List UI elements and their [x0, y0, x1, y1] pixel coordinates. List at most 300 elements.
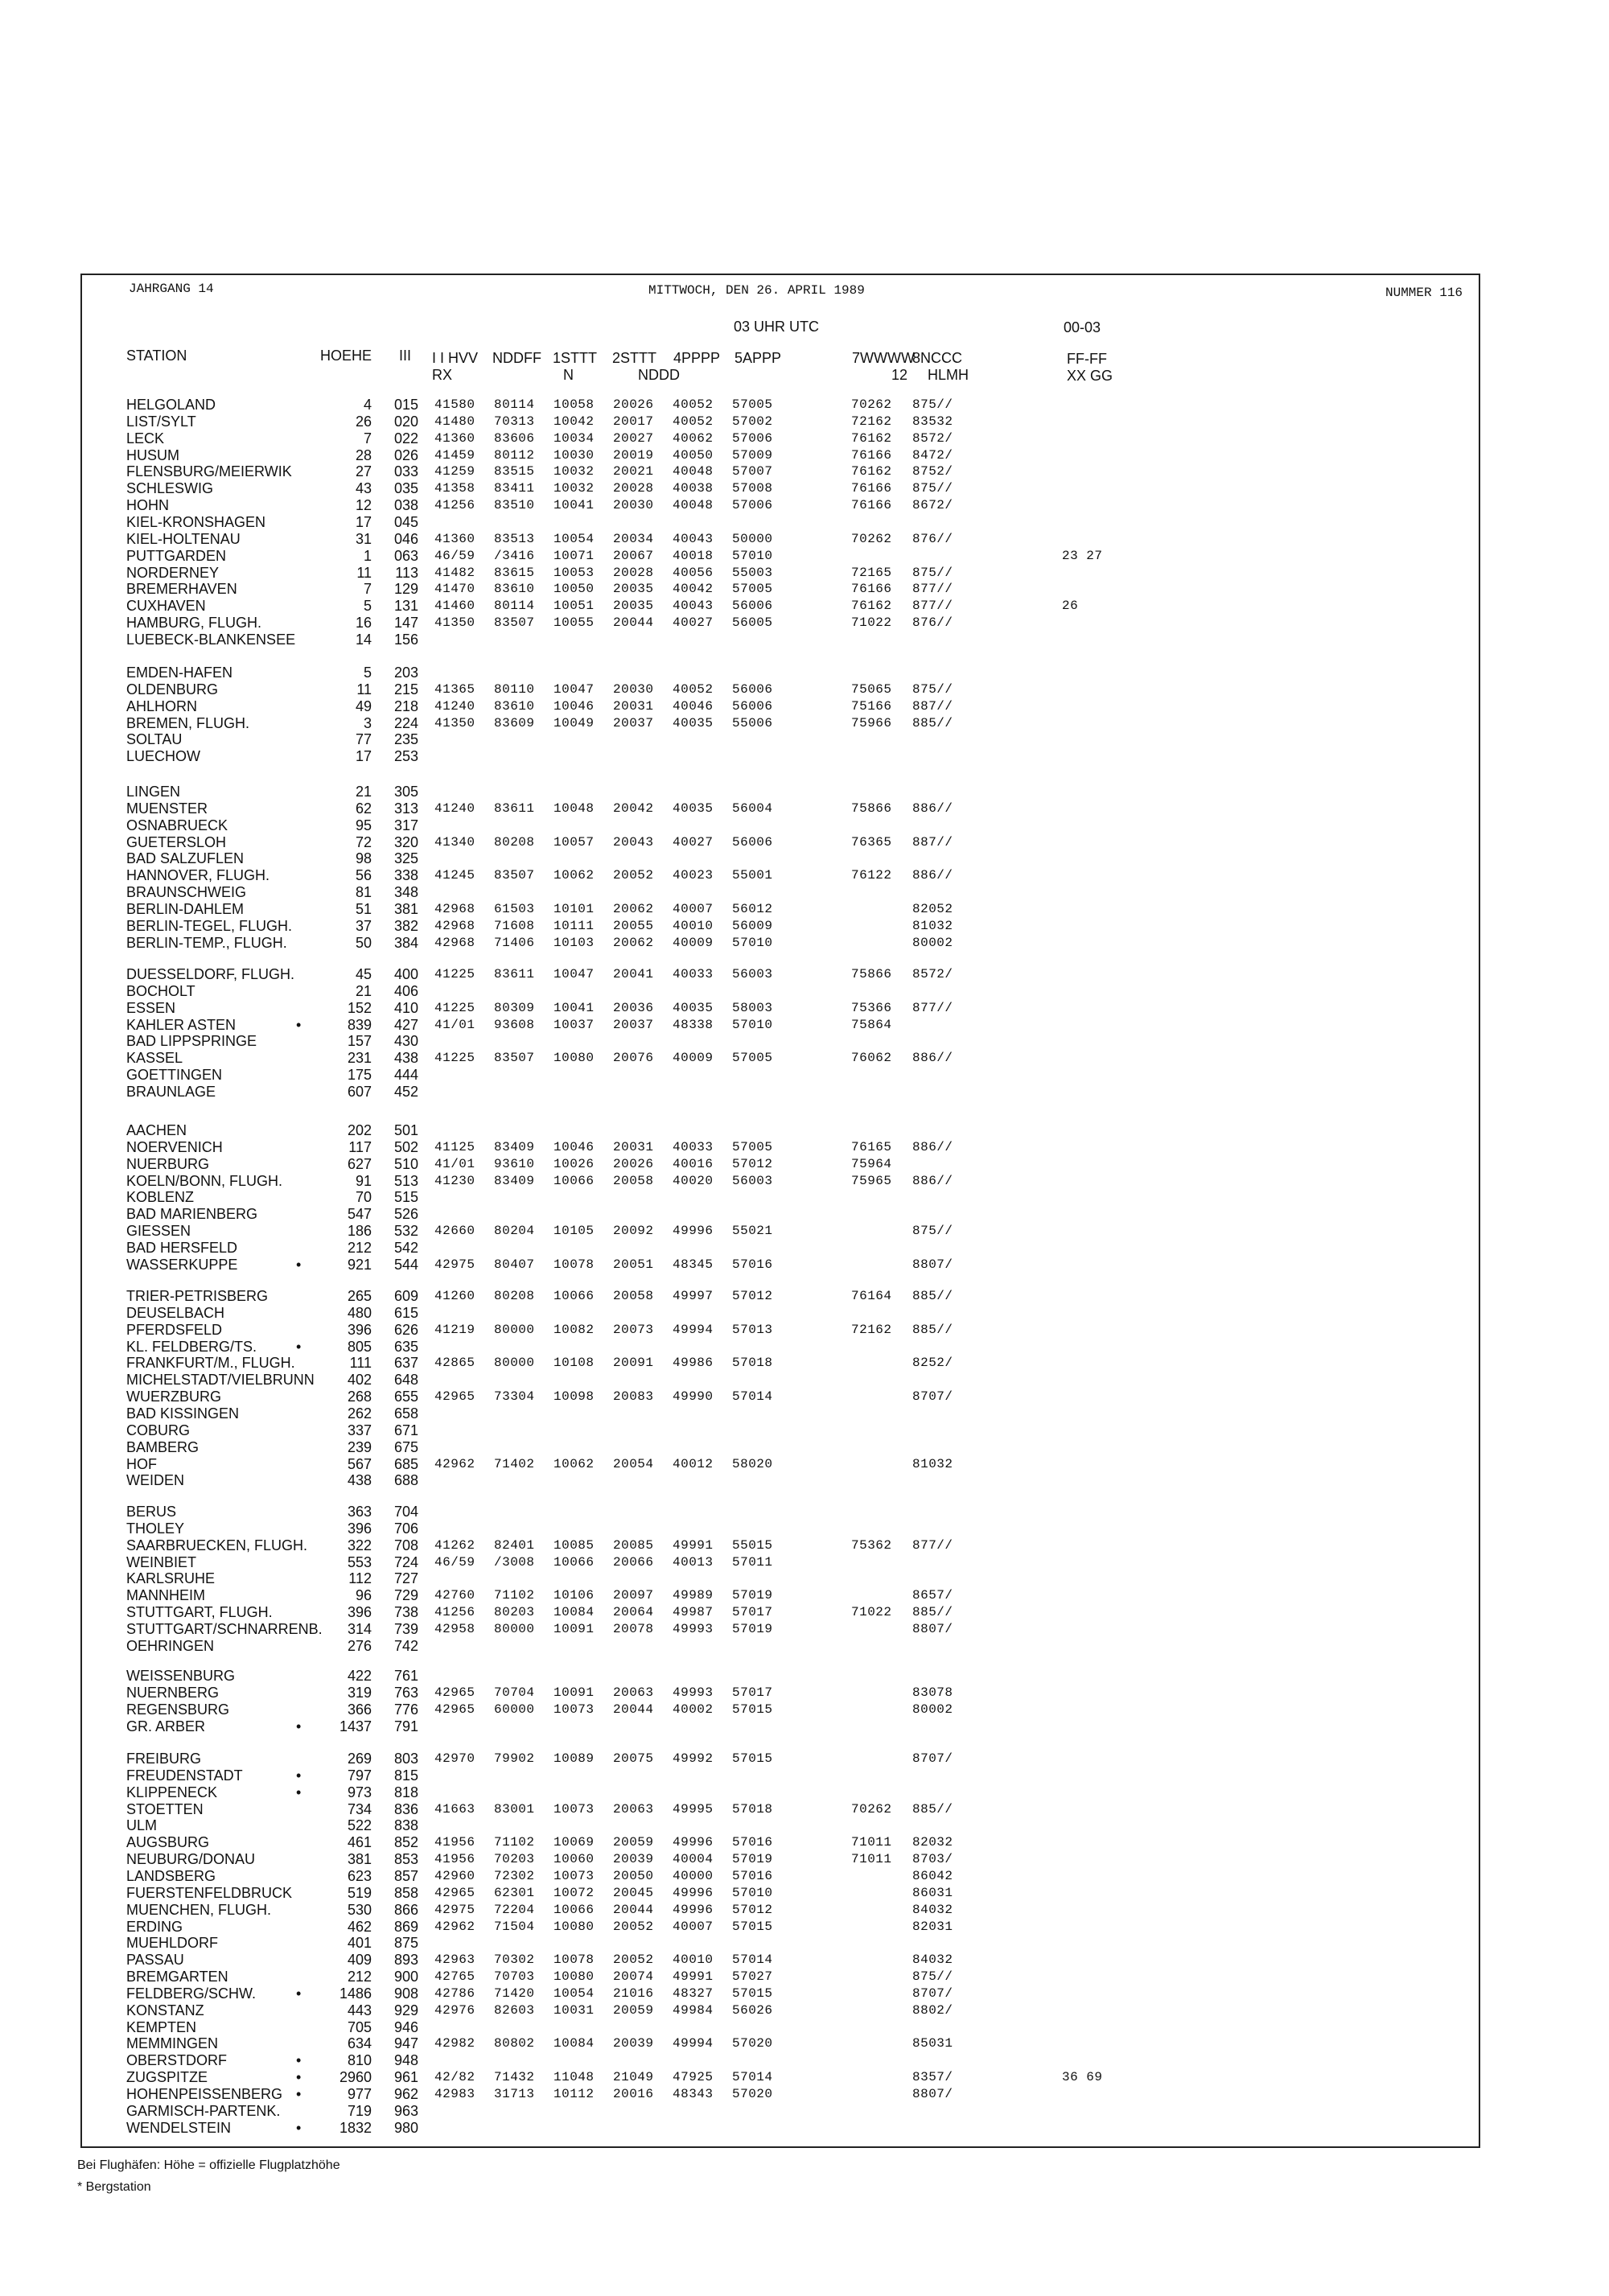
table-row — [0, 1371, 1609, 1389]
synop-group-3: 10041 — [553, 498, 595, 513]
synop-group-3: 10030 — [553, 447, 595, 463]
synop-group-2: 80114 — [494, 599, 535, 614]
synop-group-4: 20063 — [613, 1685, 654, 1700]
weather-group: 76122 — [851, 868, 892, 883]
table-row — [0, 1934, 1609, 1952]
station-height: 396 — [347, 1321, 372, 1338]
station-index: 147 — [393, 615, 418, 632]
cloud-group: 886// — [912, 868, 953, 883]
station-index: 129 — [393, 581, 418, 598]
station-height: 72 — [355, 833, 372, 850]
synop-group-1: 42965 — [434, 1701, 475, 1717]
station-index: 313 — [393, 800, 418, 817]
weather-group: 70262 — [851, 531, 892, 546]
station-height: 96 — [355, 1587, 372, 1604]
synop-group-4: 20031 — [613, 1139, 654, 1154]
synop-group-6: 57017 — [732, 1605, 773, 1620]
weather-group: 75964 — [851, 1156, 892, 1171]
synop-group-1: 41225 — [434, 1000, 475, 1015]
synop-group-2: 61503 — [494, 901, 535, 916]
synop-group-6: 57013 — [732, 1322, 773, 1337]
mountain-marker: • — [296, 1338, 302, 1355]
synop-group-4: 21016 — [613, 1985, 654, 2001]
station-name: MICHELSTADT/VIELBRUNN — [126, 1372, 315, 1389]
synop-group-1: 42968 — [434, 935, 475, 950]
station-height: 11 — [356, 681, 372, 697]
weather-group: 76166 — [851, 498, 892, 513]
table-row — [0, 1637, 1609, 1655]
table-row — [0, 2068, 1609, 2086]
synop-group-6: 57005 — [732, 1051, 773, 1066]
synop-group-3: 10066 — [553, 1173, 595, 1188]
synop-group-4: 20030 — [613, 681, 654, 697]
synop-group-3: 10078 — [553, 1257, 595, 1272]
mountain-marker: • — [296, 2086, 302, 2102]
synop-group-2: 83411 — [494, 481, 535, 496]
footnote-mountain-station: * Bergstation — [77, 2180, 151, 2194]
station-height: 49 — [355, 697, 372, 714]
synop-group-6: 57010 — [732, 1017, 773, 1032]
synop-group-6: 57014 — [732, 2070, 773, 2085]
synop-group-5: 47925 — [673, 2070, 714, 2085]
synop-group-5: 40035 — [673, 1000, 714, 1015]
station-name: ZUGSPITZE — [126, 2069, 208, 2086]
synop-group-6: 56012 — [732, 901, 773, 916]
synop-group-1: 42963 — [434, 1952, 475, 1968]
synop-group-1: 41259 — [434, 464, 475, 479]
station-name: ESSEN — [126, 999, 176, 1016]
station-index: 866 — [393, 1901, 418, 1918]
station-index: 113 — [395, 564, 418, 581]
synop-group-3: 10047 — [553, 967, 595, 981]
cloud-group: 86042 — [912, 1868, 953, 1883]
station-index: 963 — [393, 2102, 418, 2119]
station-height: 607 — [347, 1083, 372, 1100]
station-name: HOHENPEISSENBERG — [126, 2086, 283, 2102]
cloud-group: 83078 — [912, 1685, 953, 1700]
synop-group-5: 48345 — [673, 1257, 714, 1272]
synop-group-6: 57019 — [732, 1621, 773, 1636]
table-row — [0, 1239, 1609, 1257]
mountain-marker: • — [296, 1985, 302, 2002]
synop-group-1: 41360 — [434, 430, 475, 446]
station-height: 422 — [347, 1668, 372, 1684]
table-row — [0, 463, 1609, 480]
table-row — [0, 1205, 1609, 1223]
station-name: CUXHAVEN — [126, 598, 206, 615]
station-index: 400 — [393, 966, 418, 982]
synop-group-4: 20044 — [613, 615, 654, 631]
synop-group-6: 57010 — [732, 935, 773, 950]
synop-group-4: 20078 — [613, 1621, 654, 1636]
station-name: BAD KISSINGEN — [126, 1405, 240, 1422]
synop-group-4: 20076 — [613, 1051, 654, 1066]
table-row — [0, 1455, 1609, 1473]
station-height: 7 — [363, 581, 372, 598]
synop-group-3: 10031 — [553, 2002, 595, 2018]
station-height: 973 — [347, 1784, 372, 1800]
synop-group-2: 80000 — [494, 1356, 535, 1371]
station-name: KARLSRUHE — [126, 1570, 216, 1587]
synop-group-5: 49996 — [673, 1902, 714, 1917]
station-name: MUENCHEN, FLUGH. — [126, 1901, 272, 1918]
synop-group-6: 57016 — [732, 1257, 773, 1272]
synop-group-6: 56004 — [732, 800, 773, 816]
synop-group-3: 10055 — [553, 615, 595, 631]
cloud-group: 885// — [912, 1801, 953, 1817]
station-height: 50 — [355, 934, 372, 951]
synop-group-4: 20028 — [613, 565, 654, 580]
synop-group-5: 40043 — [673, 599, 714, 614]
synop-group-5: 49986 — [673, 1356, 714, 1371]
synop-group-5: 40048 — [673, 464, 714, 479]
table-row — [0, 1833, 1609, 1851]
cloud-group: 8707/ — [912, 1389, 953, 1405]
station-height: 719 — [347, 2102, 372, 2119]
synop-group-4: 20016 — [613, 2087, 654, 2101]
synop-group-2: 83507 — [494, 868, 535, 883]
station-height: 810 — [347, 2052, 372, 2069]
synop-group-2: 82603 — [494, 2002, 535, 2018]
station-index: 156 — [393, 631, 418, 648]
synop-group-1: 46/59 — [434, 548, 475, 563]
cloud-group: 83532 — [912, 414, 953, 429]
table-row — [0, 1188, 1609, 1206]
station-index: 022 — [393, 430, 418, 446]
weather-group: 75866 — [851, 967, 892, 981]
synop-group-4: 20051 — [613, 1257, 654, 1272]
synop-group-5: 49994 — [673, 1322, 714, 1337]
station-index: 501 — [393, 1122, 418, 1138]
weather-group: 76166 — [851, 447, 892, 463]
station-name: NUERBURG — [126, 1155, 210, 1172]
synop-group-5: 40042 — [673, 582, 714, 597]
synop-group-1: 42965 — [434, 1685, 475, 1700]
cloud-group: 877// — [912, 1537, 953, 1553]
synop-group-4: 20091 — [613, 1356, 654, 1371]
synop-group-2: 82401 — [494, 1537, 535, 1553]
synop-group-4: 20039 — [613, 2036, 654, 2051]
synop-group-5: 49995 — [673, 1801, 714, 1817]
weather-group: 75166 — [851, 698, 892, 714]
station-index: 655 — [393, 1389, 418, 1405]
cloud-group: 81032 — [912, 1456, 953, 1471]
station-index: 675 — [393, 1438, 418, 1455]
mountain-marker: • — [296, 1784, 302, 1800]
station-index: 015 — [393, 397, 418, 413]
synop-group-3: 10072 — [553, 1885, 595, 1900]
synop-group-6: 56026 — [732, 2002, 773, 2018]
synop-group-5: 40023 — [673, 868, 714, 883]
station-name: OLDENBURG — [126, 681, 219, 697]
synop-group-4: 20085 — [613, 1537, 654, 1553]
synop-group-3: 10105 — [553, 1224, 595, 1239]
synop-group-2: 83610 — [494, 698, 535, 714]
weather-group: 75366 — [851, 1000, 892, 1015]
synop-group-2: 80309 — [494, 1000, 535, 1015]
synop-group-3: 10073 — [553, 1868, 595, 1883]
cloud-group: 8707/ — [912, 1751, 953, 1766]
station-index: 410 — [393, 999, 418, 1016]
synop-group-3: 10078 — [553, 1952, 595, 1968]
col-g1: I I HVV — [432, 350, 479, 366]
synop-group-1: 41470 — [434, 582, 475, 597]
synop-group-6: 58003 — [732, 1000, 773, 1015]
station-index: 626 — [393, 1321, 418, 1338]
weather-group: 72165 — [851, 565, 892, 580]
synop-group-1: 41482 — [434, 565, 475, 580]
weather-group: 72162 — [851, 1322, 892, 1337]
cloud-group: 8657/ — [912, 1588, 953, 1603]
synop-group-1: 41219 — [434, 1322, 475, 1337]
synop-group-1: 41365 — [434, 681, 475, 697]
station-name: KEMPTEN — [126, 2018, 197, 2035]
station-height: 805 — [347, 1338, 372, 1355]
station-name: NUERNBERG — [126, 1684, 220, 1701]
weather-group: 76166 — [851, 582, 892, 597]
station-index: 858 — [393, 1884, 418, 1901]
table-row — [0, 982, 1609, 1000]
synop-group-5: 40007 — [673, 1919, 714, 1934]
station-index: 338 — [393, 867, 418, 884]
table-row — [0, 1405, 1609, 1422]
synop-group-6: 57006 — [732, 498, 773, 513]
synop-group-4: 20054 — [613, 1456, 654, 1471]
synop-group-1: 41/01 — [434, 1156, 475, 1171]
station-height: 17 — [355, 513, 372, 530]
station-index: 063 — [393, 547, 418, 564]
table-row — [0, 1049, 1609, 1067]
synop-group-2: 80407 — [494, 1257, 535, 1272]
synop-group-5: 49992 — [673, 1751, 714, 1766]
synop-group-6: 57027 — [732, 1969, 773, 1985]
synop-group-1: 41262 — [434, 1537, 475, 1553]
station-name: PUTTGARDEN — [126, 547, 227, 564]
weather-group: 75362 — [851, 1537, 892, 1553]
station-index: 853 — [393, 1851, 418, 1868]
table-row — [0, 1884, 1609, 1902]
station-name: NOERVENICH — [126, 1138, 223, 1155]
synop-group-1: 42960 — [434, 1868, 475, 1883]
station-height: 276 — [347, 1637, 372, 1654]
cloud-group: 886// — [912, 1173, 953, 1188]
synop-group-6: 57019 — [732, 1852, 773, 1867]
station-height: 1 — [363, 547, 372, 564]
cloud-group: 885// — [912, 1322, 953, 1337]
station-name: KLIPPENECK — [126, 1784, 218, 1800]
synop-group-6: 56003 — [732, 1173, 773, 1188]
cloud-group: 875// — [912, 565, 953, 580]
station-height: 1486 — [339, 1985, 372, 2002]
station-name: BERUS — [126, 1504, 177, 1520]
synop-group-2: 83409 — [494, 1173, 535, 1188]
synop-group-1: 41358 — [434, 481, 475, 496]
synop-group-4: 20062 — [613, 901, 654, 916]
synop-group-5: 40050 — [673, 447, 714, 463]
col-x1: FF-FF — [1067, 351, 1107, 367]
table-row — [0, 1750, 1609, 1767]
station-index: 218 — [393, 697, 418, 714]
synop-group-2: 71504 — [494, 1919, 535, 1934]
station-height: 547 — [347, 1206, 372, 1223]
synop-group-3: 10058 — [553, 397, 595, 412]
table-row — [0, 664, 1609, 681]
cloud-group: 885// — [912, 1605, 953, 1620]
synop-group-5: 40027 — [673, 834, 714, 850]
synop-group-6: 57012 — [732, 1902, 773, 1917]
station-height: 95 — [355, 817, 372, 833]
synop-group-3: 10091 — [553, 1621, 595, 1636]
col-g2: NDDFF — [492, 350, 541, 366]
synop-group-6: 58020 — [732, 1456, 773, 1471]
synop-group-4: 20066 — [613, 1554, 654, 1570]
synop-group-1: 42962 — [434, 1919, 475, 1934]
synop-group-4: 20097 — [613, 1588, 654, 1603]
station-height: 98 — [355, 850, 372, 867]
weather-group: 76162 — [851, 430, 892, 446]
station-height: 705 — [347, 2018, 372, 2035]
cloud-group: 885// — [912, 1289, 953, 1303]
synop-group-5: 40052 — [673, 681, 714, 697]
synop-group-2: 83409 — [494, 1139, 535, 1154]
synop-group-3: 10051 — [553, 599, 595, 614]
table-row — [0, 614, 1609, 632]
station-height: 438 — [347, 1472, 372, 1489]
observation-time: 03 UHR UTC — [734, 319, 820, 335]
station-height: 77 — [355, 731, 372, 748]
weather-group: 71022 — [851, 615, 892, 631]
synop-group-3: 10071 — [553, 548, 595, 563]
table-row — [0, 2102, 1609, 2120]
station-name: EMDEN-HAFEN — [126, 665, 233, 681]
station-index: 542 — [393, 1239, 418, 1256]
station-height: 175 — [347, 1067, 372, 1084]
synop-group-3: 10026 — [553, 1156, 595, 1171]
station-name: WASSERKUPPE — [126, 1256, 238, 1273]
synop-group-1: 42975 — [434, 1257, 475, 1272]
station-index: 502 — [393, 1138, 418, 1155]
table-row — [0, 681, 1609, 698]
col-g3b: N — [563, 367, 574, 383]
synop-group-4: 20042 — [613, 800, 654, 816]
synop-group-4: 20017 — [613, 414, 654, 429]
station-height: 152 — [347, 999, 372, 1016]
synop-group-2: 62301 — [494, 1885, 535, 1900]
station-height: 409 — [347, 1952, 372, 1969]
synop-group-3: 10089 — [553, 1751, 595, 1766]
station-name: THOLEY — [126, 1520, 185, 1537]
synop-group-2: 80112 — [494, 447, 535, 463]
station-name: COBURG — [126, 1422, 191, 1438]
synop-group-3: 10066 — [553, 1289, 595, 1303]
synop-group-2: 80114 — [494, 397, 535, 412]
synop-group-5: 40062 — [673, 430, 714, 446]
station-height: 1437 — [339, 1718, 372, 1734]
synop-group-6: 57011 — [732, 1554, 773, 1570]
synop-group-3: 10084 — [553, 2036, 595, 2051]
mountain-marker: • — [296, 2119, 302, 2136]
synop-group-6: 57020 — [732, 2087, 773, 2101]
cloud-group: 887// — [912, 834, 953, 850]
station-height: 26 — [355, 413, 372, 430]
table-row — [0, 1121, 1609, 1139]
synop-group-2: 71406 — [494, 935, 535, 950]
synop-group-2: 83606 — [494, 430, 535, 446]
synop-group-3: 10103 — [553, 935, 595, 950]
cloud-group: 8802/ — [912, 2002, 953, 2018]
synop-group-1: 41956 — [434, 1835, 475, 1850]
cloud-group: 8472/ — [912, 447, 953, 463]
station-height: 401 — [347, 1935, 372, 1952]
synop-group-5: 40018 — [673, 548, 714, 563]
synop-group-1: 42983 — [434, 2087, 475, 2101]
synop-group-3: 10046 — [553, 698, 595, 714]
gust-group: 23 27 — [1062, 548, 1103, 563]
synop-group-3: 10091 — [553, 1685, 595, 1700]
synop-group-4: 21049 — [613, 2070, 654, 2085]
table-row — [0, 850, 1609, 867]
station-index: 929 — [393, 2002, 418, 2018]
synop-group-3: 10106 — [553, 1588, 595, 1603]
table-row — [0, 1321, 1609, 1339]
synop-group-5: 40038 — [673, 481, 714, 496]
synop-group-2: 83615 — [494, 565, 535, 580]
synop-group-2: 80208 — [494, 834, 535, 850]
station-name: KASSEL — [126, 1050, 183, 1067]
station-index: 704 — [393, 1504, 418, 1520]
synop-group-6: 57014 — [732, 1389, 773, 1405]
synop-group-3: 10080 — [553, 1919, 595, 1934]
synop-group-2: 60000 — [494, 1701, 535, 1717]
station-name: DEUSELBACH — [126, 1304, 225, 1321]
station-index: 961 — [393, 2069, 418, 2086]
mountain-marker: • — [296, 2069, 302, 2086]
station-name: REGENSBURG — [126, 1701, 230, 1718]
synop-group-3: 10111 — [553, 918, 595, 933]
cloud-group: 8252/ — [912, 1356, 953, 1371]
station-index: 857 — [393, 1867, 418, 1884]
synop-group-1: 42965 — [434, 1389, 475, 1405]
col-g3: 1STTT — [553, 350, 598, 366]
weather-group: 76062 — [851, 1051, 892, 1066]
synop-group-6: 56006 — [732, 599, 773, 614]
volume-label: JAHRGANG 14 — [129, 282, 214, 296]
synop-group-2: 70703 — [494, 1969, 535, 1985]
synop-group-3: 10050 — [553, 582, 595, 597]
synop-group-3: 10112 — [553, 2087, 595, 2101]
synop-group-6: 57016 — [732, 1868, 773, 1883]
station-height: 11 — [356, 564, 372, 581]
weather-group: 76162 — [851, 464, 892, 479]
table-row — [0, 1684, 1609, 1701]
synop-group-5: 40010 — [673, 918, 714, 933]
synop-group-2: 70313 — [494, 414, 535, 429]
synop-group-2: 80208 — [494, 1289, 535, 1303]
table-row — [0, 800, 1609, 817]
synop-group-6: 57010 — [732, 1885, 773, 1900]
station-index: 513 — [393, 1172, 418, 1189]
weather-group: 71022 — [851, 1605, 892, 1620]
station-height: 265 — [347, 1288, 372, 1304]
station-height: 43 — [355, 480, 372, 497]
station-height: 12 — [355, 497, 372, 514]
synop-group-2: 71608 — [494, 918, 535, 933]
station-height: 268 — [347, 1389, 372, 1405]
station-height: 623 — [347, 1867, 372, 1884]
station-name: BERLIN-DAHLEM — [126, 900, 245, 917]
table-row — [0, 1968, 1609, 1985]
station-name: MUEHLDORF — [126, 1935, 219, 1952]
